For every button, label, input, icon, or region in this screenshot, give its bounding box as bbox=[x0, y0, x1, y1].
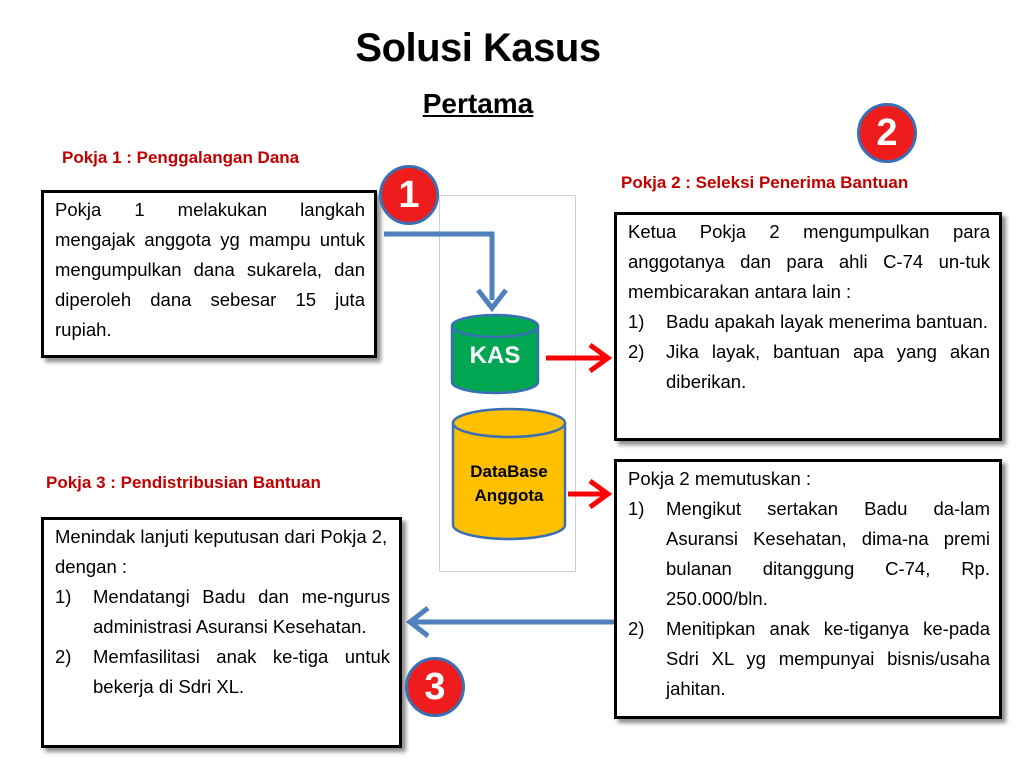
list-item-number: 1) bbox=[55, 586, 72, 607]
pokja2-badge: 2 bbox=[857, 103, 917, 163]
pokja2-heading: Pokja 2 : Seleksi Penerima Bantuan bbox=[621, 173, 909, 192]
kas-to-pokja2-arrow bbox=[546, 345, 608, 371]
pokja1-box bbox=[41, 190, 377, 358]
list-item bbox=[55, 582, 390, 642]
list-item-number: 2) bbox=[55, 646, 72, 667]
pokja2-box1-list bbox=[628, 307, 990, 397]
pokja3-box bbox=[41, 517, 402, 748]
pokja1-heading: Pokja 1 : Penggalangan Dana bbox=[62, 148, 300, 167]
pokja3-list bbox=[55, 582, 390, 702]
list-item bbox=[628, 614, 990, 704]
pokja1-badge: 1 bbox=[379, 165, 439, 225]
list-item-text: Jika layak, bantuan apa yang akan diberikan. bbox=[666, 341, 990, 392]
pokja2-box-decision bbox=[614, 459, 1002, 719]
list-item-text: Memfasilitasi anak ke-tiga untuk bekerja di Sdri XL. bbox=[93, 646, 390, 697]
database-label-line1: DataBase bbox=[470, 462, 548, 481]
pokja1-to-kas-arrow bbox=[384, 234, 492, 300]
list-item-number: 2) bbox=[628, 618, 645, 639]
list-item-text: Badu apakah layak menerima bantuan. bbox=[666, 311, 988, 332]
database-label-line2: Anggota bbox=[474, 486, 544, 505]
pokja3-badge: 3 bbox=[405, 657, 465, 717]
list-item bbox=[628, 337, 990, 397]
slide-subtitle: Pertama bbox=[422, 88, 534, 119]
list-item bbox=[628, 494, 990, 614]
list-item bbox=[55, 642, 390, 702]
list-item-number: 1) bbox=[628, 498, 645, 519]
list-item-text: Mengikut sertakan Badu da-lam Asuransi Kesehatan, dima-na premi bulanan ditanggung C-74, Rp. 250.000/bln. bbox=[666, 498, 990, 609]
pokja3-intro: Menindak lanjuti keputusan dari Pokja 2, dengan : bbox=[55, 526, 388, 577]
pokja2-box1-intro: Ketua Pokja 2 mengumpulkan para anggotanya dan para ahli C-74 un-tuk membicarakan antara lain : bbox=[628, 221, 990, 302]
pokja2-to-pokja3-arrow bbox=[410, 608, 614, 636]
list-item-number: 2) bbox=[628, 341, 645, 362]
pokja2-box2-intro: Pokja 2 memutuskan : bbox=[628, 468, 812, 489]
pokja2-box-discussion bbox=[614, 212, 1002, 441]
kas-label: KAS bbox=[469, 342, 521, 369]
list-item-text: Menitipkan anak ke-tiganya ke-pada Sdri XL yg mempunyai bisnis/usaha jahitan. bbox=[666, 618, 990, 699]
list-item bbox=[628, 307, 990, 337]
pokja3-heading: Pokja 3 : Pendistribusian Bantuan bbox=[46, 473, 321, 492]
pokja1-text: Pokja 1 melakukan langkah mengajak anggota yg mampu untuk mengumpulkan dana sukarela, dan diperoleh dana sebesar 15 juta rupiah. bbox=[55, 199, 365, 340]
slide-title: Solusi Kasus bbox=[355, 26, 601, 70]
database-to-pokja2-arrow bbox=[568, 481, 608, 507]
pokja2-box2-list bbox=[628, 494, 990, 704]
list-item-number: 1) bbox=[628, 311, 645, 332]
list-item-text: Mendatangi Badu dan me-ngurus administrasi Asuransi Kesehatan. bbox=[93, 586, 390, 637]
